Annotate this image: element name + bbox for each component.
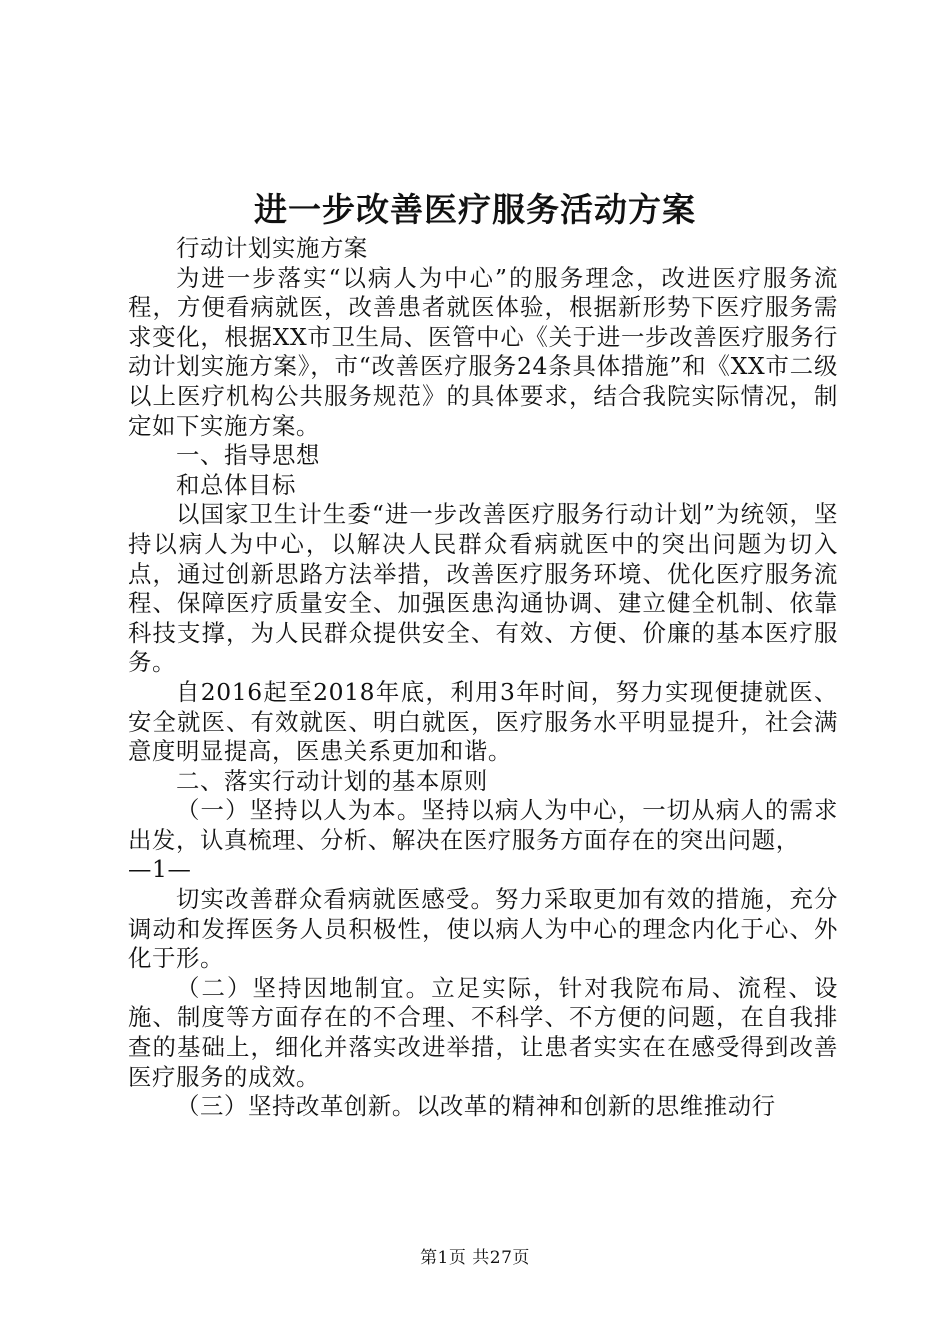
principle-3: （三）坚持改革创新。以改革的精神和创新的思维推动行 [176, 1092, 776, 1121]
section-heading-1: 一、指导思想 [176, 441, 320, 470]
principle-1-cont: 切实改善群众看病就医感受。努力采取更加有效的措施，充分调动和发挥医务人员积极性，使以病人为中心的理念内化于心、外化于形。 [128, 885, 838, 973]
document-body [128, 234, 838, 1122]
principle-2: （二）坚持因地制宜。立足实际，针对我院布局、流程、设施、制度等方面存在的不合理、不科学、不方便的问题，在自我排查的基础上，细化并落实改进举措，让患者实实在在感受得到改善医疗服务的成效。 [128, 973, 838, 1091]
document-title: 进一步改善医疗服务活动方案 [254, 190, 696, 229]
page-footer: 第1页 共27页 [420, 1248, 530, 1268]
paragraph-guiding: 以国家卫生计生委“进一步改善医疗服务行动计划”为统领，坚持以病人为中心，以解决人民群众看病就医中的突出问题为切入点，通过创新思路方法举措，改善医疗服务环境、优化医疗服务流程、保障医疗质量安全、加强医患沟通协调、建立健全机制、依靠科技支撑，为人民群众提供安全、有效、方便、价廉的基本医疗服务。 [128, 500, 838, 677]
paragraph-subtitle: 行动计划实施方案 [176, 234, 368, 262]
section-heading-1-cont: 和总体目标 [176, 470, 296, 499]
paragraph-goal: 自2016起至2018年底，利用3年时间，努力实现便捷就医、安全就医、有效就医、明白就医，医疗服务水平明显提升，社会满意度明显提高，医患关系更加和谐。 [128, 677, 838, 766]
page-number-marker: —1— [128, 855, 192, 884]
paragraph-intro: 为进一步落实“以病人为中心”的服务理念，改进医疗服务流程，方便看病就医，改善患者就医体验，根据新形势下医疗服务需求变化，根据XX市卫生局、医管中心《关于进一步改善医疗服务行动计划实施方案》，市“改善医疗服务24条具体措施”和《XX市二级以上医疗机构公共服务规范》的具体要求，结合我院实际情况，制定如下实施方案。 [128, 263, 838, 440]
principle-1: （一）坚持以人为本。坚持以病人为中心，一切从病人的需求出发，认真梳理、分析、解决在医疗服务方面存在的突出问题， [128, 796, 838, 854]
section-heading-2: 二、落实行动计划的基本原则 [176, 766, 488, 795]
